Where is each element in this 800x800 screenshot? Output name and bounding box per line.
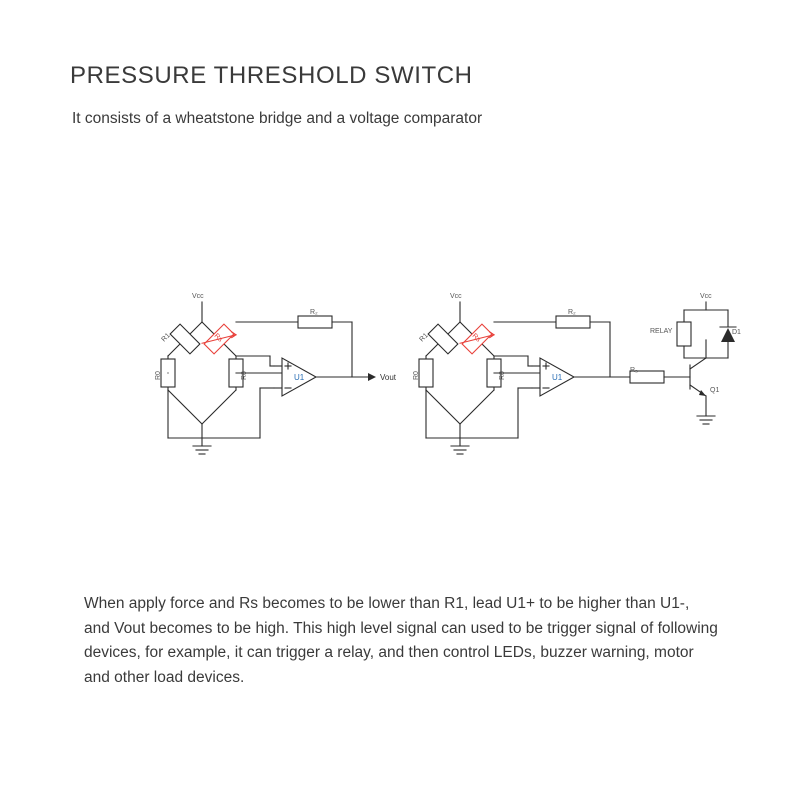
label-vout: Vout xyxy=(380,373,397,382)
label-r0-left-lower: R0 xyxy=(155,371,162,380)
page-title: PRESSURE THRESHOLD SWITCH xyxy=(70,62,473,89)
label-d1: D1 xyxy=(732,329,741,336)
label-rs-right: Rs xyxy=(470,332,482,344)
label-r0-right-lower: R0 xyxy=(241,371,248,380)
label-r2-left: R₂ xyxy=(310,309,318,316)
label-vcc-relay: Vcc xyxy=(700,293,712,300)
body-paragraph: When apply force and Rs becomes to be lower than R1, lead U1+ to be higher than U1-, and Vout becomes to be high. This high level signal can used to be trigger signal of following devices, for example, it can trigger a relay, and then control LEDs, buzzer warning, motor and other load devices. xyxy=(84,595,718,686)
label-r1-right: R1 xyxy=(418,332,430,344)
circuit-right xyxy=(419,302,736,454)
page-subtitle: It consists of a wheatstone bridge and a voltage comparator xyxy=(72,110,483,127)
label-u1-right: U1 xyxy=(552,373,563,382)
label-r3: R₃ xyxy=(630,367,638,374)
label-r0-right-circuit-lower-left: R0 xyxy=(413,371,420,380)
label-vcc-left: Vcc xyxy=(192,293,204,300)
label-relay: RELAY xyxy=(650,328,673,335)
label-r2-right: R₂ xyxy=(568,309,576,316)
label-u1-left: U1 xyxy=(294,373,305,382)
label-rs-left: Rs xyxy=(212,332,224,344)
label-q1: Q1 xyxy=(710,387,720,394)
label-r0-right-circuit-lower-right: R0 xyxy=(499,371,506,380)
label-r1-left: R1 xyxy=(160,332,172,344)
label-vcc-right: Vcc xyxy=(450,293,462,300)
circuit-left xyxy=(161,302,376,454)
circuit-diagram-figure xyxy=(130,270,741,490)
